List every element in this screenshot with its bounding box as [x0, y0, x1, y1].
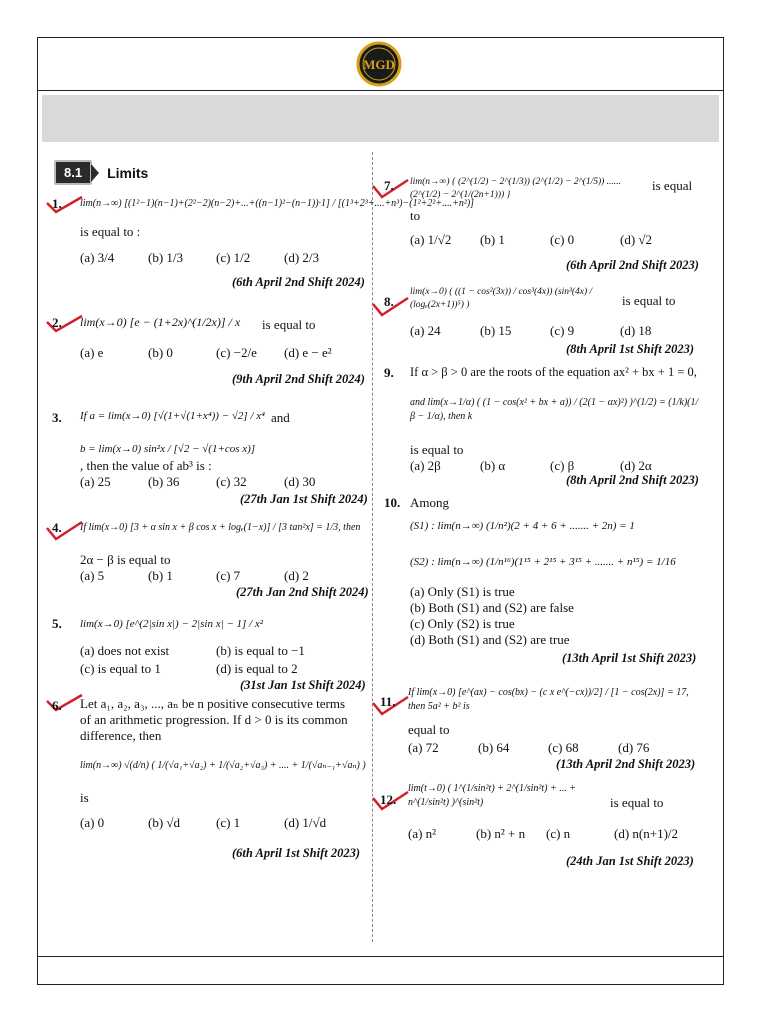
options-row [410, 458, 652, 474]
option: (c) 7 [216, 568, 241, 583]
options-row [80, 568, 309, 584]
question-text: is equal to : [80, 224, 141, 239]
option: (b) is equal to −1 [216, 643, 305, 658]
option: (d) 30 [284, 474, 316, 489]
option: (d) √2 [620, 232, 653, 247]
option: (b) 1/3 [148, 250, 184, 265]
option: (c) β [550, 458, 575, 473]
question-number: 12. [380, 792, 397, 807]
question-expression: lim(x→0) [e − (1+2x)^(1/2x)] / x [80, 315, 241, 329]
question-text-a: Among [410, 495, 449, 510]
option: (d) 2α [620, 458, 652, 473]
question-expression: lim(n→∞) √(d/n) ( 1/(√a₁+√a₂) + 1/(√a₂+√a₃) + .... + 1/(√aₙ₋₁+√aₙ) ) [80, 760, 366, 771]
exam-source: (9th April 2nd Shift 2024) [232, 372, 365, 386]
option: (c) 68 [548, 740, 579, 755]
question-text: , then the value of ab³ is : [80, 458, 212, 473]
question-number: 2. [52, 315, 62, 330]
options-row [80, 345, 332, 361]
option: (d) e − e² [284, 345, 332, 360]
question-text: is equal to [262, 317, 316, 332]
exam-source: (8th April 1st Shift 2023) [566, 342, 695, 356]
exam-source: (31st Jan 1st Shift 2024) [240, 678, 366, 692]
option: (d) 18 [620, 323, 652, 338]
option: (d) 76 [618, 740, 650, 755]
option: (a) 24 [410, 323, 441, 338]
section-arrow [91, 164, 99, 182]
option: (b) Both (S1) and (S2) are false [410, 600, 574, 615]
option: (b) 64 [478, 740, 510, 755]
statement-s2: (S2) : lim(n→∞) (1/n¹⁶)(1¹⁵ + 2¹⁵ + 3¹⁵ + ....... + n¹⁵) = 1/16 [410, 556, 676, 568]
question-expression: lim(x→0) ( ((1 − cos²(3x)) / cos³(4x)) (sin³(4x) / (logₑ(2x+1))⁵) ) [410, 287, 593, 310]
options-grid [80, 643, 360, 677]
exam-source: (13th April 2nd Shift 2023) [556, 757, 696, 771]
option: (b) α [480, 458, 506, 473]
exam-source: (6th April 2nd Shift 2023) [566, 258, 699, 272]
option: (d) 2/3 [284, 250, 320, 265]
question-text-line: Let a₁, a₂, a₃, ..., aₙ be n positive consecutive terms [80, 696, 346, 711]
option: (d) n(n+1)/2 [614, 826, 679, 841]
options-row [80, 474, 315, 490]
option: (b) 36 [148, 474, 180, 489]
option: (c) Only (S2) is true [410, 616, 515, 631]
exam-source: (6th April 1st Shift 2023) [232, 846, 361, 860]
question-text-a: If α > β > 0 are the roots of the equation ax² + bx + 1 = 0, [410, 365, 697, 379]
question-expression-b: b = lim(x→0) sin²x / [√2 − √(1+cos x)] [80, 443, 256, 455]
question-number: 11. [380, 694, 396, 709]
option: (a) e [80, 345, 104, 360]
question-text: is equal to [410, 442, 464, 457]
check-mark-icon [44, 693, 84, 713]
exam-source: (27th Jan 2nd Shift 2024) [236, 585, 369, 599]
option: (b) n² + n [476, 826, 526, 841]
footer-divider [37, 956, 724, 957]
question-number: 7. [384, 178, 394, 193]
question-expression: If lim(x→0) [e^(ax) − cos(bx) − (c x e^(−cx))/2] / [1 − cos(2x)] = 17, then 5a² + b² is [408, 687, 689, 712]
option: (d) is equal to 2 [216, 661, 298, 676]
option: (c) 0 [550, 232, 575, 247]
option: (b) 15 [480, 323, 512, 338]
svg-text:MGD: MGD [363, 57, 395, 72]
exam-source: (13th April 1st Shift 2023) [562, 651, 697, 665]
option: (a) 3/4 [80, 250, 115, 265]
check-mark-icon [44, 520, 84, 542]
question-number: 3. [52, 410, 62, 425]
question-expression: lim(n→∞) { (2^(1/2) − 2^(1/3)) (2^(1/2) − 2^(1/5)) ...... (2^(1/2) − 2^(1/(2n+1))) } [410, 177, 621, 200]
exam-source: (24th Jan 1st Shift 2023) [566, 854, 694, 868]
header-band [42, 95, 719, 142]
option: (d) 2 [284, 568, 309, 583]
question-expression: If lim(x→0) [3 + α sin x + β cos x + logₑ(1−x)] / [3 tan²x] = 1/3, then [80, 522, 361, 533]
exam-source: (27th Jan 1st Shift 2024) [240, 492, 368, 506]
option: (b) √d [148, 815, 181, 830]
option: (b) 1 [480, 232, 505, 247]
publisher-logo [352, 41, 406, 87]
options-row [80, 815, 326, 831]
question-expression-a: If a = lim(x→0) [√(1+√(1+x⁴)) − √2] / x⁴ [80, 410, 265, 422]
option: (a) Only (S1) is true [410, 584, 515, 599]
question-text: is equal to [610, 795, 664, 810]
options-row [408, 740, 649, 756]
question-text-line: difference, then [80, 728, 162, 743]
question-number: 1. [52, 196, 62, 211]
question-number: 4. [52, 520, 62, 535]
option: (a) 2β [410, 458, 441, 473]
question-text: is equal to [622, 293, 676, 308]
question-expression: lim(x→0) [e^(2|sin x|) − 2|sin x| − 1] / x² [80, 618, 264, 630]
options-row [408, 826, 678, 842]
question-and: and [271, 410, 290, 425]
options-row [80, 250, 319, 266]
option: (d) 1/√d [284, 815, 327, 830]
question-text-line: of an arithmetic progression. If d > 0 is its common [80, 712, 348, 727]
question-text: is [80, 790, 89, 805]
option: (c) n [546, 826, 571, 841]
option: (c) 32 [216, 474, 247, 489]
option: (b) 1 [148, 568, 173, 583]
question-expression: lim(t→0) ( 1^(1/sin²t) + 2^(1/sin²t) + ... + n^(1/sin²t) )^(sin²t) [408, 783, 576, 808]
column-divider [372, 152, 373, 942]
option: (c) 9 [550, 323, 575, 338]
options-row [410, 232, 652, 248]
option: (d) Both (S1) and (S2) are true [410, 632, 570, 647]
question-number: 5. [52, 616, 62, 631]
section-badge [54, 160, 148, 185]
question-number: 8. [384, 294, 394, 309]
option: (c) −2/e [216, 345, 257, 360]
option: (a) 5 [80, 568, 105, 583]
option: (a) n² [408, 826, 437, 841]
option: (a) does not exist [80, 643, 170, 658]
question-number: 10. [384, 495, 401, 510]
option: (c) 1/2 [216, 250, 251, 265]
check-mark-icon [44, 195, 84, 215]
option: (b) 0 [148, 345, 173, 360]
question-number: 6. [52, 698, 62, 713]
question-expression: lim(n→∞) [(1²−1)(n−1)+(2²−2)(n−2)+...+((n−1)²−(n−1))·1] / [(1³+2³+....+n³)−(1²+2²+....+n²)] [80, 198, 475, 209]
options-row [410, 323, 651, 339]
option: (c) is equal to 1 [80, 661, 161, 676]
question-text-a: is equal [652, 178, 693, 193]
option: (a) 1/√2 [410, 232, 452, 247]
option: (a) 72 [408, 740, 439, 755]
question-text: to [410, 208, 421, 223]
exam-source: (6th April 2nd Shift 2024) [232, 275, 365, 289]
header-divider [37, 90, 724, 91]
section-number: 8.1 [54, 160, 92, 185]
exam-source: (8th April 2nd Shift 2023) [566, 473, 699, 487]
check-mark-icon [44, 314, 84, 334]
section-title: Limits [107, 164, 149, 181]
statement-s1: (S1) : lim(n→∞) (1/n²)(2 + 4 + 6 + ....... + 2n) = 1 [410, 520, 635, 532]
question-text: equal to [408, 722, 450, 737]
option: (a) 0 [80, 815, 105, 830]
question-text: 2α − β is equal to [80, 552, 171, 567]
question-number: 9. [384, 365, 394, 380]
option: (c) 1 [216, 815, 241, 830]
option: (a) 25 [80, 474, 111, 489]
question-expression: and lim(x→1/α) ( (1 − cos(x² + bx + a)) / (2(1 − αx)²) )^(1/2) = (1/k)(1/β − 1/α), then k [410, 397, 699, 422]
